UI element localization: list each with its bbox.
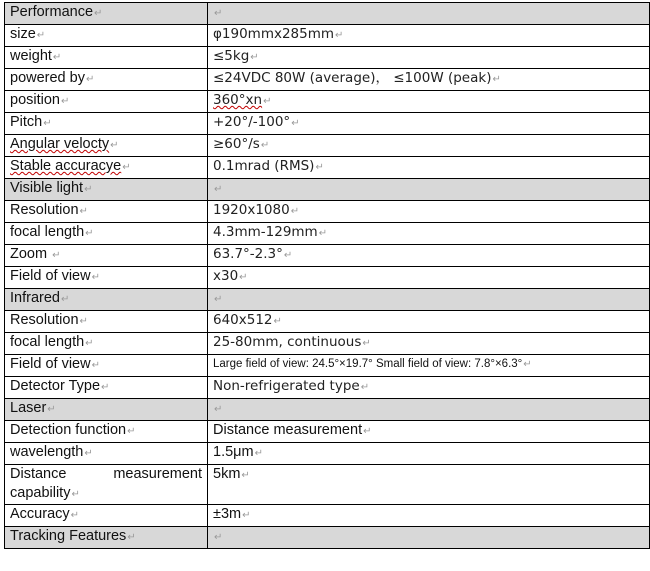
row-label: Visible light↵ [5, 179, 208, 201]
row-value: ↵ [208, 399, 650, 421]
row-label: weight↵ [5, 47, 208, 69]
row-value: 25-80mm, continuous↵ [208, 333, 650, 355]
row-value: 5km↵ [208, 465, 650, 505]
row-value: ≤5kg↵ [208, 47, 650, 69]
row-value: 0.1mrad (RMS)↵ [208, 157, 650, 179]
row-value: ↵ [208, 289, 650, 311]
table-row [5, 377, 650, 399]
row-label: Angular velocty↵ [5, 135, 208, 157]
row-label: powered by↵ [5, 69, 208, 91]
section-row-tracking-features [5, 527, 650, 549]
table-row [5, 465, 650, 505]
row-label: wavelength↵ [5, 443, 208, 465]
table-row [5, 91, 650, 113]
section-row-infrared [5, 289, 650, 311]
row-value: ↵ [208, 179, 650, 201]
table-row [5, 267, 650, 289]
row-value: 4.3mm-129mm↵ [208, 223, 650, 245]
row-label: size↵ [5, 25, 208, 47]
row-value: φ190mmx285mm↵ [208, 25, 650, 47]
row-value: 63.7°-2.3°↵ [208, 245, 650, 267]
row-label: Performance↵ [5, 3, 208, 25]
row-label: Detection function↵ [5, 421, 208, 443]
spec-table [4, 2, 650, 549]
row-label: Distance measurement capability↵ [5, 465, 208, 505]
row-label: Tracking Features↵ [5, 527, 208, 549]
row-value: Distance measurement↵ [208, 421, 650, 443]
table-row [5, 25, 650, 47]
row-value: ↵ [208, 527, 650, 549]
row-value: Non-refrigerated type↵ [208, 377, 650, 399]
table-row [5, 69, 650, 91]
row-value: 360°xn↵ [208, 91, 650, 113]
row-value: ↵ [208, 3, 650, 25]
table-row [5, 333, 650, 355]
row-value: x30↵ [208, 267, 650, 289]
table-row [5, 223, 650, 245]
row-label: Detector Type↵ [5, 377, 208, 399]
row-label: position↵ [5, 91, 208, 113]
section-row-visible-light [5, 179, 650, 201]
table-row [5, 135, 650, 157]
table-row [5, 443, 650, 465]
row-label: Field of view↵ [5, 267, 208, 289]
row-value: Large field of view: 24.5°×19.7° Small field of view: 7.8°×6.3°↵ [208, 355, 650, 377]
table-row [5, 355, 650, 377]
table-row [5, 311, 650, 333]
row-label: Pitch↵ [5, 113, 208, 135]
row-label: Field of view↵ [5, 355, 208, 377]
row-label: focal length↵ [5, 223, 208, 245]
row-label: Infrared↵ [5, 289, 208, 311]
row-label: focal length↵ [5, 333, 208, 355]
row-value: 1920x1080↵ [208, 201, 650, 223]
row-label: Accuracy↵ [5, 505, 208, 527]
table-row [5, 505, 650, 527]
section-row-laser [5, 399, 650, 421]
row-label: Resolution↵ [5, 201, 208, 223]
table-row [5, 201, 650, 223]
table-row [5, 157, 650, 179]
row-value: 640x512↵ [208, 311, 650, 333]
row-label: Resolution↵ [5, 311, 208, 333]
section-row-performance [5, 3, 650, 25]
table-row [5, 47, 650, 69]
row-value: ≤24VDC 80W (average)， ≤100W (peak)↵ [208, 69, 650, 91]
row-label: Laser↵ [5, 399, 208, 421]
table-row [5, 113, 650, 135]
row-value: ≥60°/s↵ [208, 135, 650, 157]
row-label: Zoom ↵ [5, 245, 208, 267]
table-row [5, 245, 650, 267]
row-value: 1.5μm↵ [208, 443, 650, 465]
row-value: ±3m↵ [208, 505, 650, 527]
row-label: Stable accuracye↵ [5, 157, 208, 179]
spec-table-container [4, 2, 649, 549]
table-row [5, 421, 650, 443]
row-value: +20°/-100°↵ [208, 113, 650, 135]
